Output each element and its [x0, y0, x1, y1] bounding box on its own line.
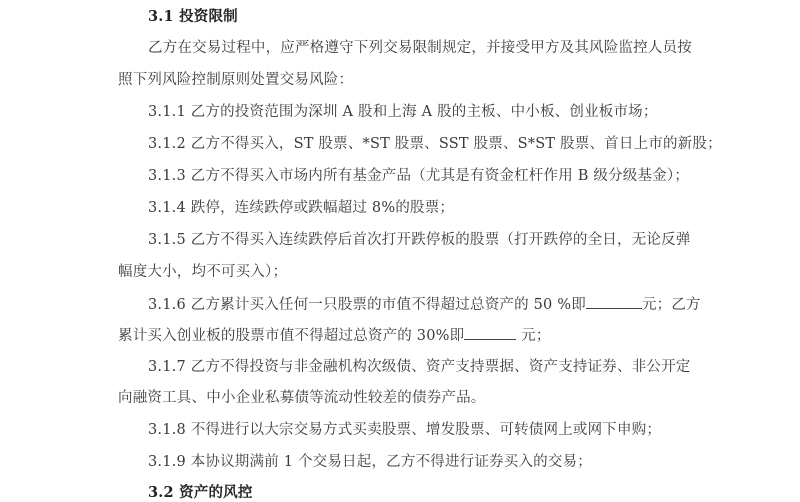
- item-3-1-3: 3.1.3 乙方不得买入市场内所有基金产品（尤其是有资金杠杆作用 B 级分级基金）；: [148, 168, 690, 184]
- item-3-1-6-line-1: [148, 294, 701, 314]
- item-3-1-6-line-1-text-a: 3.1.6 乙方累计买入任何一只股票的市值不得超过总资产的 50 %即: [148, 297, 586, 313]
- item-3-1-5-line-2: 幅度大小，均不可买入）；: [118, 264, 288, 280]
- amount-blank-1: [586, 294, 642, 309]
- item-3-1-2: 3.1.2 乙方不得买入，ST 股票、*ST 股票、SST 股票、S*ST 股票、首日上市的新股；: [148, 136, 722, 152]
- item-3-1-4: 3.1.4 跌停，连续跌停或跌幅超过 8%的股票；: [148, 200, 455, 216]
- item-3-1-6-line-2: [118, 325, 551, 345]
- item-3-1-6-line-1-text-b: 元；乙方: [641, 297, 701, 313]
- intro-line-1: 乙方在交易过程中，应严格遵守下列交易限制规定，并接受甲方及其风险监控人员按: [148, 40, 692, 56]
- section-3-2-title: 3.2 资产的风控: [148, 484, 253, 501]
- section-3-1-title: 3.1 投资限制: [148, 8, 238, 25]
- intro-line-2: 照下列风险控制原则处置交易风险：: [118, 72, 354, 88]
- item-3-1-7-line-1: 3.1.7 乙方不得投资与非金融机构次级债、资产支持票据、资产支持证券、非公开定: [148, 359, 691, 375]
- item-3-1-1: 3.1.1 乙方的投资范围为深圳 A 股和上海 A 股的主板、中小板、创业板市场；: [148, 104, 658, 120]
- item-3-1-5-line-1: 3.1.5 乙方不得买入连续跌停后首次打开跌停板的股票（打开跌停的全日，无论反弹: [148, 232, 691, 248]
- item-3-1-8: 3.1.8 不得进行以大宗交易方式买卖股票、增发股票、可转债网上或网下申购；: [148, 422, 662, 438]
- item-3-1-6-line-2-text-b: 元；: [516, 328, 551, 344]
- amount-blank-2: [464, 325, 516, 340]
- item-3-1-6-line-2-text-a: 累计买入创业板的股票市值不得超过总资产的 30%即: [118, 328, 465, 344]
- item-3-1-7-line-2: 向融资工具、中小企业私募债等流动性较差的债券产品。: [118, 390, 486, 406]
- item-3-1-9: 3.1.9 本协议期满前 1 个交易日起，乙方不得进行证券买入的交易；: [148, 454, 592, 470]
